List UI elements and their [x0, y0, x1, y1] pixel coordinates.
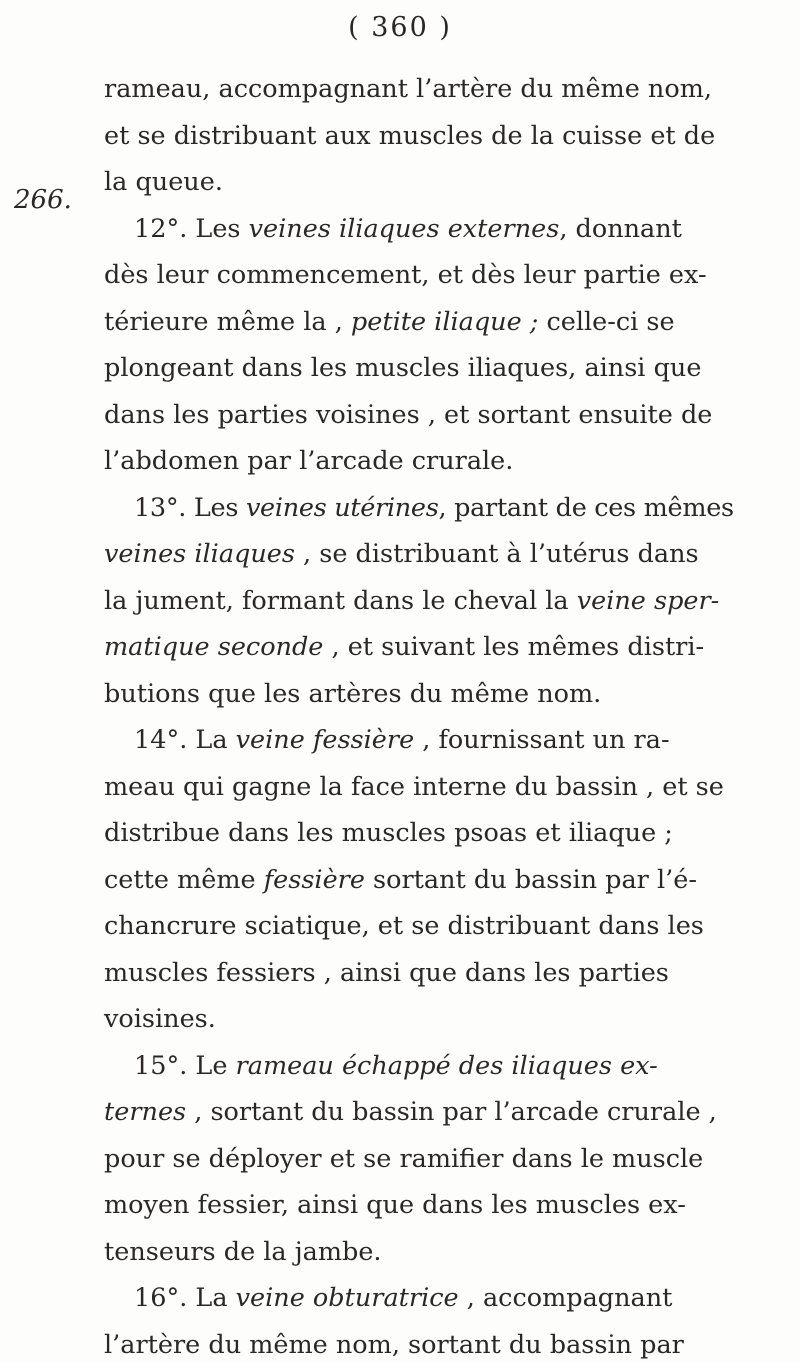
text-span: cette même — [104, 865, 264, 895]
text-line — [104, 438, 776, 485]
text-line — [104, 1182, 776, 1229]
text-line — [104, 345, 776, 392]
text-span: dans les parties voisines , et sortant ensuite de — [104, 400, 712, 430]
italic-term: petite iliaque ; — [351, 307, 538, 337]
italic-term: veine fessière — [236, 725, 415, 755]
text-span: meau qui gagne la face interne du bassin , et se — [104, 772, 724, 802]
text-span: , fournissant un ra- — [414, 725, 669, 755]
text-span: térieure même la , — [104, 307, 351, 337]
text-span: plongeant dans les muscles iliaques, ainsi que — [104, 353, 701, 383]
text-span: 14°. La — [134, 725, 236, 755]
text-span: 12°. Les — [134, 214, 249, 244]
text-span: chancrure sciatique, et se distribuant dans les — [104, 911, 704, 941]
text-line — [104, 1043, 776, 1090]
text-span: tenseurs de la jambe. — [104, 1237, 382, 1267]
italic-term: ternes — [104, 1097, 186, 1127]
text-line — [104, 392, 776, 439]
text-span: moyen fessier, ainsi que dans les muscles ex- — [104, 1190, 686, 1220]
text-span: dès leur commencement, et dès leur partie ex- — [104, 260, 707, 290]
text-span: la queue. — [104, 167, 223, 197]
text-line — [104, 485, 776, 532]
text-span: , se distribuant à l’utérus dans — [295, 539, 699, 569]
text-line — [104, 299, 776, 346]
italic-term: matique seconde — [104, 632, 323, 662]
text-line — [104, 1322, 776, 1368]
italic-term: veines iliaques — [104, 539, 295, 569]
text-span: , sortant du bassin par l’arcade crurale , — [186, 1097, 717, 1127]
text-span: , et suivant les mêmes distri- — [323, 632, 704, 662]
text-span: 13°. Les — [134, 493, 246, 523]
italic-term: fessière — [264, 865, 365, 895]
italic-term: veine obturatrice — [236, 1283, 459, 1313]
text-line — [104, 624, 776, 671]
text-span: 15°. Le — [134, 1051, 236, 1081]
italic-term: veines utérines — [246, 493, 439, 523]
italic-term: rameau échappé des iliaques ex- — [236, 1051, 658, 1081]
margin-paragraph-number: 266. — [14, 185, 72, 215]
text-span: et se distribuant aux muscles de la cuisse et de — [104, 121, 715, 151]
text-span: rameau, accompagnant l’artère du même nom, — [104, 74, 712, 104]
text-line — [104, 1089, 776, 1136]
text-line — [104, 252, 776, 299]
text-span: voisines. — [104, 1004, 216, 1034]
text-span: , accompagnant — [459, 1283, 673, 1313]
text-span: la jument, formant dans le cheval la — [104, 586, 577, 616]
body-text — [104, 66, 776, 1368]
text-span: muscles fessiers , ainsi que dans les parties — [104, 958, 669, 988]
text-span: sortant du bassin par l’é- — [365, 865, 697, 895]
text-line — [104, 996, 776, 1043]
text-span: , partant de ces mêmes — [439, 493, 734, 523]
text-line — [104, 671, 776, 718]
text-span: l’abdomen par l’arcade crurale. — [104, 446, 513, 476]
text-line — [104, 1136, 776, 1183]
text-line — [104, 113, 776, 160]
italic-term: veines iliaques externes — [249, 214, 560, 244]
text-line — [104, 857, 776, 904]
text-line — [104, 903, 776, 950]
text-line — [104, 66, 776, 113]
text-line — [104, 764, 776, 811]
text-line — [104, 717, 776, 764]
page-number-header: ( 360 ) — [300, 12, 500, 43]
text-line — [104, 1229, 776, 1276]
text-span: pour se déployer et se ramifier dans le muscle — [104, 1144, 703, 1174]
italic-term: veine sper- — [577, 586, 720, 616]
text-line — [104, 531, 776, 578]
text-line — [104, 206, 776, 253]
text-span: 16°. La — [134, 1283, 236, 1313]
text-line — [104, 1275, 776, 1322]
text-span: celle-ci se — [538, 307, 674, 337]
text-span: butions que les artères du même nom. — [104, 679, 601, 709]
text-line — [104, 159, 776, 206]
text-line — [104, 950, 776, 997]
text-line — [104, 810, 776, 857]
text-span: distribue dans les muscles psoas et iliaque ; — [104, 818, 673, 848]
text-span: , donnant — [559, 214, 682, 244]
text-span: l’artère du même nom, sortant du bassin par — [104, 1330, 684, 1360]
text-line — [104, 578, 776, 625]
